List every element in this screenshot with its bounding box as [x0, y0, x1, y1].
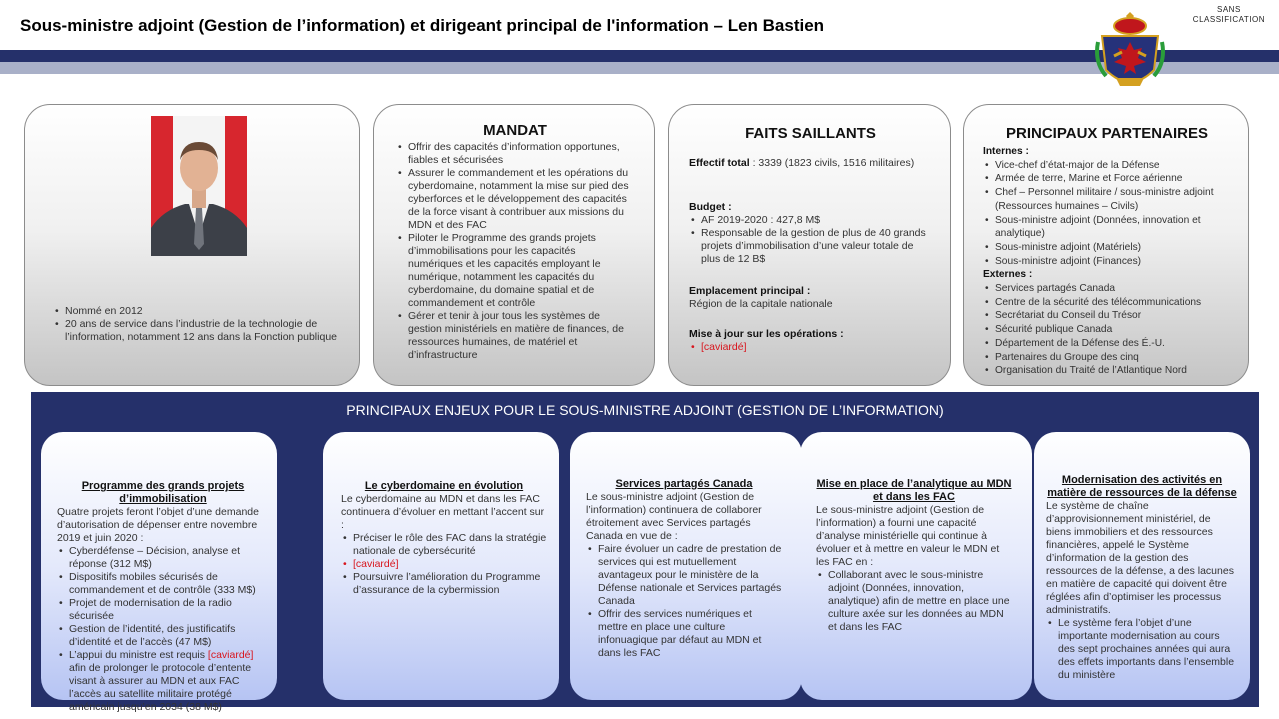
card-item: • Le système fera l’objet d’une importante modernisation au cours des sept prochaines années qui aura des effets importants dans l’ensemble du ministère	[1046, 617, 1238, 682]
card-list	[586, 543, 782, 660]
emplacement-label: Emplacement principal :	[689, 285, 811, 297]
partenaires-title: PRINCIPAUX PARTENAIRES	[1006, 125, 1208, 142]
effectif-text: Effectif total : 3339 (1823 civils, 1516 militaires)	[689, 157, 915, 169]
enjeu-card-grands-projets	[41, 432, 277, 713]
enjeux-title: PRINCIPAUX ENJEUX POUR LE SOUS-MINISTRE ADJOINT (GESTION DE L’INFORMATION)	[346, 402, 944, 418]
card-item: • Collaborant avec le sous-ministre adjoint (Données, innovation, analytique) afin de mettre en place une culture axée sur les données au MDN et dans les FAC	[816, 569, 1012, 634]
budget-item: • Responsable de la gestion de plus de 40 grands projets d’immobilisation d’une valeur totale de plus de 12 B$	[689, 227, 929, 266]
partner-item: • Sécurité publique Canada	[983, 323, 1245, 337]
emplacement-value: Région de la capitale nationale	[689, 298, 833, 310]
mandat-item: • Offrir des capacités d’information opportunes, fiables et sécurisées	[396, 141, 630, 167]
maj-item: • [caviardé]	[689, 341, 929, 354]
enjeu-card-spc	[570, 432, 802, 700]
internes-label: Internes :	[983, 146, 1029, 157]
partner-item: • Organisation du Traité de l’Atlantique Nord	[983, 364, 1245, 378]
card-intro: Le sous-ministre adjoint (Gestion de l’information) continuera de collaborer étroitement avec Services partagés Canada en vue de :	[586, 491, 762, 542]
card-item: • Poursuivre l’amélioration du Programme d’assurance de la cybermission	[341, 571, 547, 597]
partner-item: • Services partagés Canada	[983, 282, 1245, 296]
card-list	[1046, 617, 1238, 682]
enjeux-section	[31, 392, 1259, 713]
budget-section	[689, 201, 929, 266]
faits-title: FAITS SAILLANTS	[745, 125, 876, 142]
card-item: • Projet de modernisation de la radio sécurisée	[57, 597, 269, 623]
partner-item: • Centre de la sécurité des télécommunications	[983, 296, 1245, 310]
card-list	[341, 532, 547, 597]
card-item: • Dispositifs mobiles sécurisés de commandement et de contrôle (333 M$)	[57, 571, 269, 597]
card-intro: Quatre projets feront l’objet d’une demande d’autorisation de dépenser entre novembre 2019 et juin 2020 :	[57, 506, 259, 544]
partner-item: • Vice-chef d’état-major de la Défense	[983, 159, 1245, 173]
partner-item: • Sous-ministre adjoint (Finances)	[983, 255, 1245, 269]
partner-item: • Secrétariat du Conseil du Trésor	[983, 309, 1245, 323]
budget-list	[689, 214, 929, 266]
card-title: Programme des grands projets d’immobilisation	[81, 480, 245, 505]
mandat-panel	[373, 104, 655, 386]
header	[0, 0, 1279, 52]
profile-panel	[24, 104, 360, 386]
enjeu-card-cyberdomaine	[323, 432, 559, 700]
budget-label: Budget :	[689, 201, 732, 213]
person-silhouette	[151, 116, 247, 256]
faits-panel	[668, 104, 951, 386]
card-intro: Le système de chaîne d’approvisionnement ministériel, de biens immobiliers et des ressources financières, appelé le Système d’information de la gestion des ressources de la défense, a des lacunes en matière de capacité qui doivent être réglées afin d’optimiser les processus administratifs.	[1046, 500, 1234, 616]
card-title: Le cyberdomaine en évolution	[364, 480, 524, 492]
externes-list	[983, 282, 1245, 378]
partner-item: • Sous-ministre adjoint (Données, innovation et analytique)	[983, 214, 1245, 241]
budget-item: • AF 2019-2020 : 427,8 M$	[689, 214, 929, 227]
card-title: Services partagés Canada	[615, 478, 753, 490]
partner-item: • Armée de terre, Marine et Force aérienne	[983, 172, 1245, 186]
mandat-item: • Assurer le commandement et les opérations du cyberdomaine, notamment la mise sur pied des cyberforces et le développement des capacités de la force visant à contribuer aux missions du MDN et des FAC	[396, 167, 630, 232]
card-list	[816, 569, 1012, 634]
card-item: • Faire évoluer un cadre de prestation de services qui est mutuellement avantageux pour le ministère de la Défense nationale et Services partagés Canada	[586, 543, 782, 608]
partner-item: • Département de la Défense des É.-U.	[983, 337, 1245, 351]
maj-list	[689, 341, 929, 354]
partner-item: • Partenaires du Groupe des cinq	[983, 351, 1245, 365]
emplacement-section	[689, 285, 929, 311]
header-band-dark	[0, 50, 1279, 62]
profile-item: • 20 ans de service dans l’industrie de la technologie de l’information, notamment 12 ans dans la Fonction publique	[53, 318, 349, 344]
mandat-item: • Gérer et tenir à jour tous les systèmes de gestion ministériels en matière de finances, de ressources humaines, de matériel et d’infrastructure	[396, 310, 630, 362]
externes-label: Externes :	[983, 269, 1033, 281]
internes-list	[983, 159, 1245, 269]
classification-label: SANS CLASSIFICATION	[1192, 5, 1265, 24]
card-item: • [caviardé]	[341, 558, 547, 571]
card-title: Mise en place de l’analytique au MDN et dans les FAC	[816, 478, 1012, 503]
mandat-title: MANDAT	[483, 122, 547, 139]
mandat-list	[396, 141, 630, 362]
card-item: • Cyberdéfense – Décision, analyse et réponse (312 M$)	[57, 545, 269, 571]
header-band-light	[0, 62, 1279, 74]
redacted-text: [caviardé]	[207, 649, 254, 661]
maj-section	[689, 328, 929, 354]
portrait-photo	[151, 116, 247, 256]
partenaires-panel	[963, 104, 1249, 386]
partner-item: • Sous-ministre adjoint (Matériels)	[983, 241, 1245, 255]
card-list	[57, 545, 269, 714]
profile-item: • Nommé en 2012	[53, 305, 349, 318]
mandat-item: • Piloter le Programme des grands projets d’immobilisations pour les capacités numériques et les capacités employant le numérique, notamment les capacités du cyberdomaine, du domaine spatial et de commandement et contrôle	[396, 232, 630, 310]
profile-list	[53, 305, 349, 344]
maj-label: Mise à jour sur les opérations :	[689, 328, 844, 340]
page-title: Sous-ministre adjoint (Gestion de l’information) et dirigeant principal de l'information – Len Bastien	[20, 16, 825, 35]
card-item: • L’appui du ministre est requis [caviardé] afin de prolonger le protocole d’entente visant à assurer au MDN et aux FAC l’accès au satellite militaire protégé américain jusqu’en 2034 (38 M$)	[57, 649, 269, 714]
card-item: • Gestion de l’identité, des justificatifs d’identité et de l’accès (47 M$)	[57, 623, 269, 649]
partner-item: • Chef – Personnel militaire / sous-ministre adjoint (Ressources humaines – Civils)	[983, 186, 1245, 213]
enjeu-card-analytique	[800, 432, 1032, 700]
partenaires-body	[983, 145, 1245, 378]
card-intro: Le cyberdomaine au MDN et dans les FAC continuera d’évoluer en mettant l’accent sur :	[341, 493, 545, 531]
caf-crest-logo	[1090, 12, 1170, 98]
card-intro: Le sous-ministre adjoint (Gestion de l’information) a fourni une capacité d’analyse ministérielle qui continue à évoluer et à mettre en valeur le MDN et les FAC en :	[816, 504, 1000, 568]
card-item: • Offrir des services numériques et mettre en place une culture infonuagique par défaut au MDN et dans les FAC	[586, 608, 782, 660]
enjeu-card-modernisation	[1034, 432, 1250, 700]
card-title: Modernisation des activités en matière de ressources de la défense	[1047, 474, 1237, 499]
card-item: • Préciser le rôle des FAC dans la stratégie nationale de cybersécurité	[341, 532, 547, 558]
